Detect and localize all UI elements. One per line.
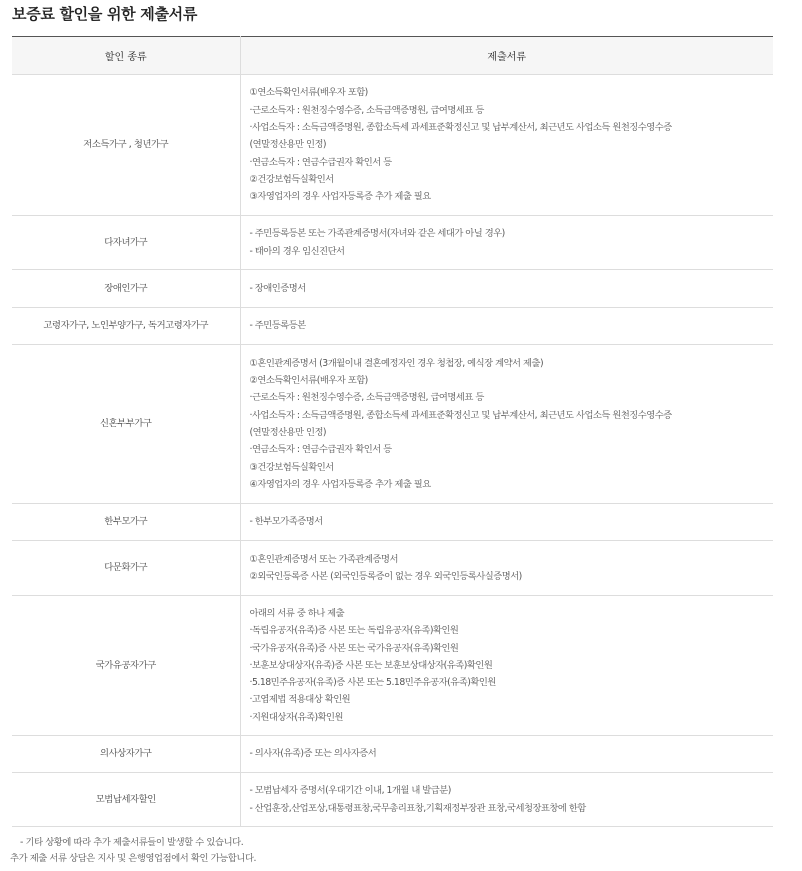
required-documents-cell xyxy=(240,541,773,596)
notes xyxy=(12,835,802,867)
discount-type-cell: 다문화가구 xyxy=(12,541,240,596)
document-line: 아래의 서류 중 하나 제출 xyxy=(249,607,345,619)
document-line: ·보훈보상대상자(유족)증 사본 또는 보훈보상대상자(유족)확인원 xyxy=(249,659,493,671)
table-row xyxy=(12,270,773,308)
document-line: ④자영업자의 경우 사업자등록증 추가 제출 필요 xyxy=(249,478,431,490)
document-line: ·연금소득자 : 연금수급권자 확인서 등 xyxy=(249,156,392,168)
document-line: ①혼인관계증명서 또는 가족관계증명서 xyxy=(249,553,398,565)
document-line: ③건강보험득실확인서 xyxy=(249,461,334,473)
document-line: - 주민등록등본 또는 가족관계증명서(자녀와 같은 세대가 아닐 경우) xyxy=(249,228,505,240)
discount-type-cell: 국가유공자가구 xyxy=(12,596,240,736)
document-line: ②연소득확인서류(배우자 포함) xyxy=(249,375,368,387)
document-line: - 태아의 경우 임신진단서 xyxy=(249,245,345,257)
table-row xyxy=(12,345,773,504)
document-line: - 한부모가족증명서 xyxy=(249,516,323,528)
header-required-documents: 제출서류 xyxy=(240,37,773,75)
discount-type-cell: 의사상자가구 xyxy=(12,736,240,773)
document-line: ·독립유공자(유족)증 사본 또는 독립유공자(유족)확인원 xyxy=(249,625,459,637)
document-line: - 모범납세자 증명서(우대기간 이내, 1개월 내 발급분) xyxy=(249,785,451,797)
table-row xyxy=(12,736,773,773)
required-documents-cell xyxy=(240,345,773,504)
document-line: ·연금소득자 : 연금수급권자 확인서 등 xyxy=(249,444,392,456)
document-line: ·사업소득자 : 소득금액증명원, 종합소득세 과세표준확정신고 및 납부계산서, 최근년도 사업소득 원천징수영수증 xyxy=(249,122,672,134)
required-documents-cell xyxy=(240,270,773,308)
discount-type-cell: 신혼부부가구 xyxy=(12,345,240,504)
note-extra-documents: - 기타 상황에 따라 추가 제출서류들이 발생할 수 있습니다. xyxy=(20,837,244,848)
note-consultation: 추가 제출 서류 상담은 지사 및 은행영업점에서 확인 가능합니다. xyxy=(10,853,257,864)
document-line: ②건강보험득실확인서 xyxy=(249,173,334,185)
document-line: ·국가유공자(유족)증 사본 또는 국가유공자(유족)확인원 xyxy=(249,642,459,654)
discount-type-cell: 저소득가구 , 청년가구 xyxy=(12,75,240,216)
document-line: ·근로소득자 : 원천징수영수증, 소득금액증명원, 급여명세표 등 xyxy=(249,104,484,116)
document-line: ②외국인등록증 사본 (외국인등록증이 없는 경우 외국인등록사실증명서) xyxy=(249,571,522,582)
document-line: (연말정산용만 인정) xyxy=(249,139,327,151)
document-line: ·고엽제법 적용대상 확인원 xyxy=(249,694,351,706)
document-line: ①연소득확인서류(배우자 포함) xyxy=(249,87,368,99)
required-documents-cell xyxy=(240,75,773,216)
table-row xyxy=(12,541,773,596)
document-line: ·사업소득자 : 소득금액증명원, 종합소득세 과세표준확정신고 및 납부계산서, 최근년도 사업소득 원천징수영수증 xyxy=(249,409,672,421)
discount-type-cell: 다자녀가구 xyxy=(12,216,240,270)
discount-type-cell: 한부모가구 xyxy=(12,504,240,541)
document-line: - 주민등록등본 xyxy=(249,320,306,332)
required-documents-cell xyxy=(240,773,773,827)
document-line: ·5.18민주유공자(유족)증 사본 또는 5.18민주유공자(유족)확인원 xyxy=(249,677,496,689)
table-header-row xyxy=(12,37,773,75)
document-line: - 의사자(유족)증 또는 의사자증서 xyxy=(249,748,377,760)
required-documents-cell xyxy=(240,504,773,541)
discount-type-cell: 장애인가구 xyxy=(12,270,240,308)
required-documents-cell xyxy=(240,216,773,270)
table-row xyxy=(12,773,773,827)
document-line: ·근로소득자 : 원천징수영수증, 소득금액증명원, 급여명세표 등 xyxy=(249,392,484,404)
document-line: - 산업훈장,산업포상,대통령표창,국무총리표창,기획재정부장관 표창,국세청장표창에 한함 xyxy=(249,802,586,814)
table-row xyxy=(12,216,773,270)
table-row xyxy=(12,504,773,541)
document-line: - 장애인증명서 xyxy=(249,282,306,294)
document-line: (연말정산용만 인정) xyxy=(249,427,327,438)
required-documents-cell xyxy=(240,736,773,773)
header-discount-type: 할인 종류 xyxy=(12,37,240,75)
page-title: 보증료 할인을 위한 제출서류 xyxy=(12,5,198,23)
table-row xyxy=(12,75,773,216)
required-documents-cell xyxy=(240,596,773,736)
table-row xyxy=(12,308,773,345)
discount-type-cell: 고령자가구, 노인부양가구, 독거고령자가구 xyxy=(12,308,240,345)
required-documents-cell xyxy=(240,308,773,345)
required-documents-table xyxy=(12,36,773,827)
document-line: ③자영업자의 경우 사업자등록증 추가 제출 필요 xyxy=(249,191,431,203)
discount-type-cell: 모범납세자할인 xyxy=(12,773,240,827)
document-line: ①혼인관계증명서 (3개월이내 결혼예정자인 경우 청첩장, 예식장 계약서 제출) xyxy=(249,357,544,369)
document-line: ·지원대상자(유족)확인원 xyxy=(249,711,344,723)
table-row xyxy=(12,596,773,736)
